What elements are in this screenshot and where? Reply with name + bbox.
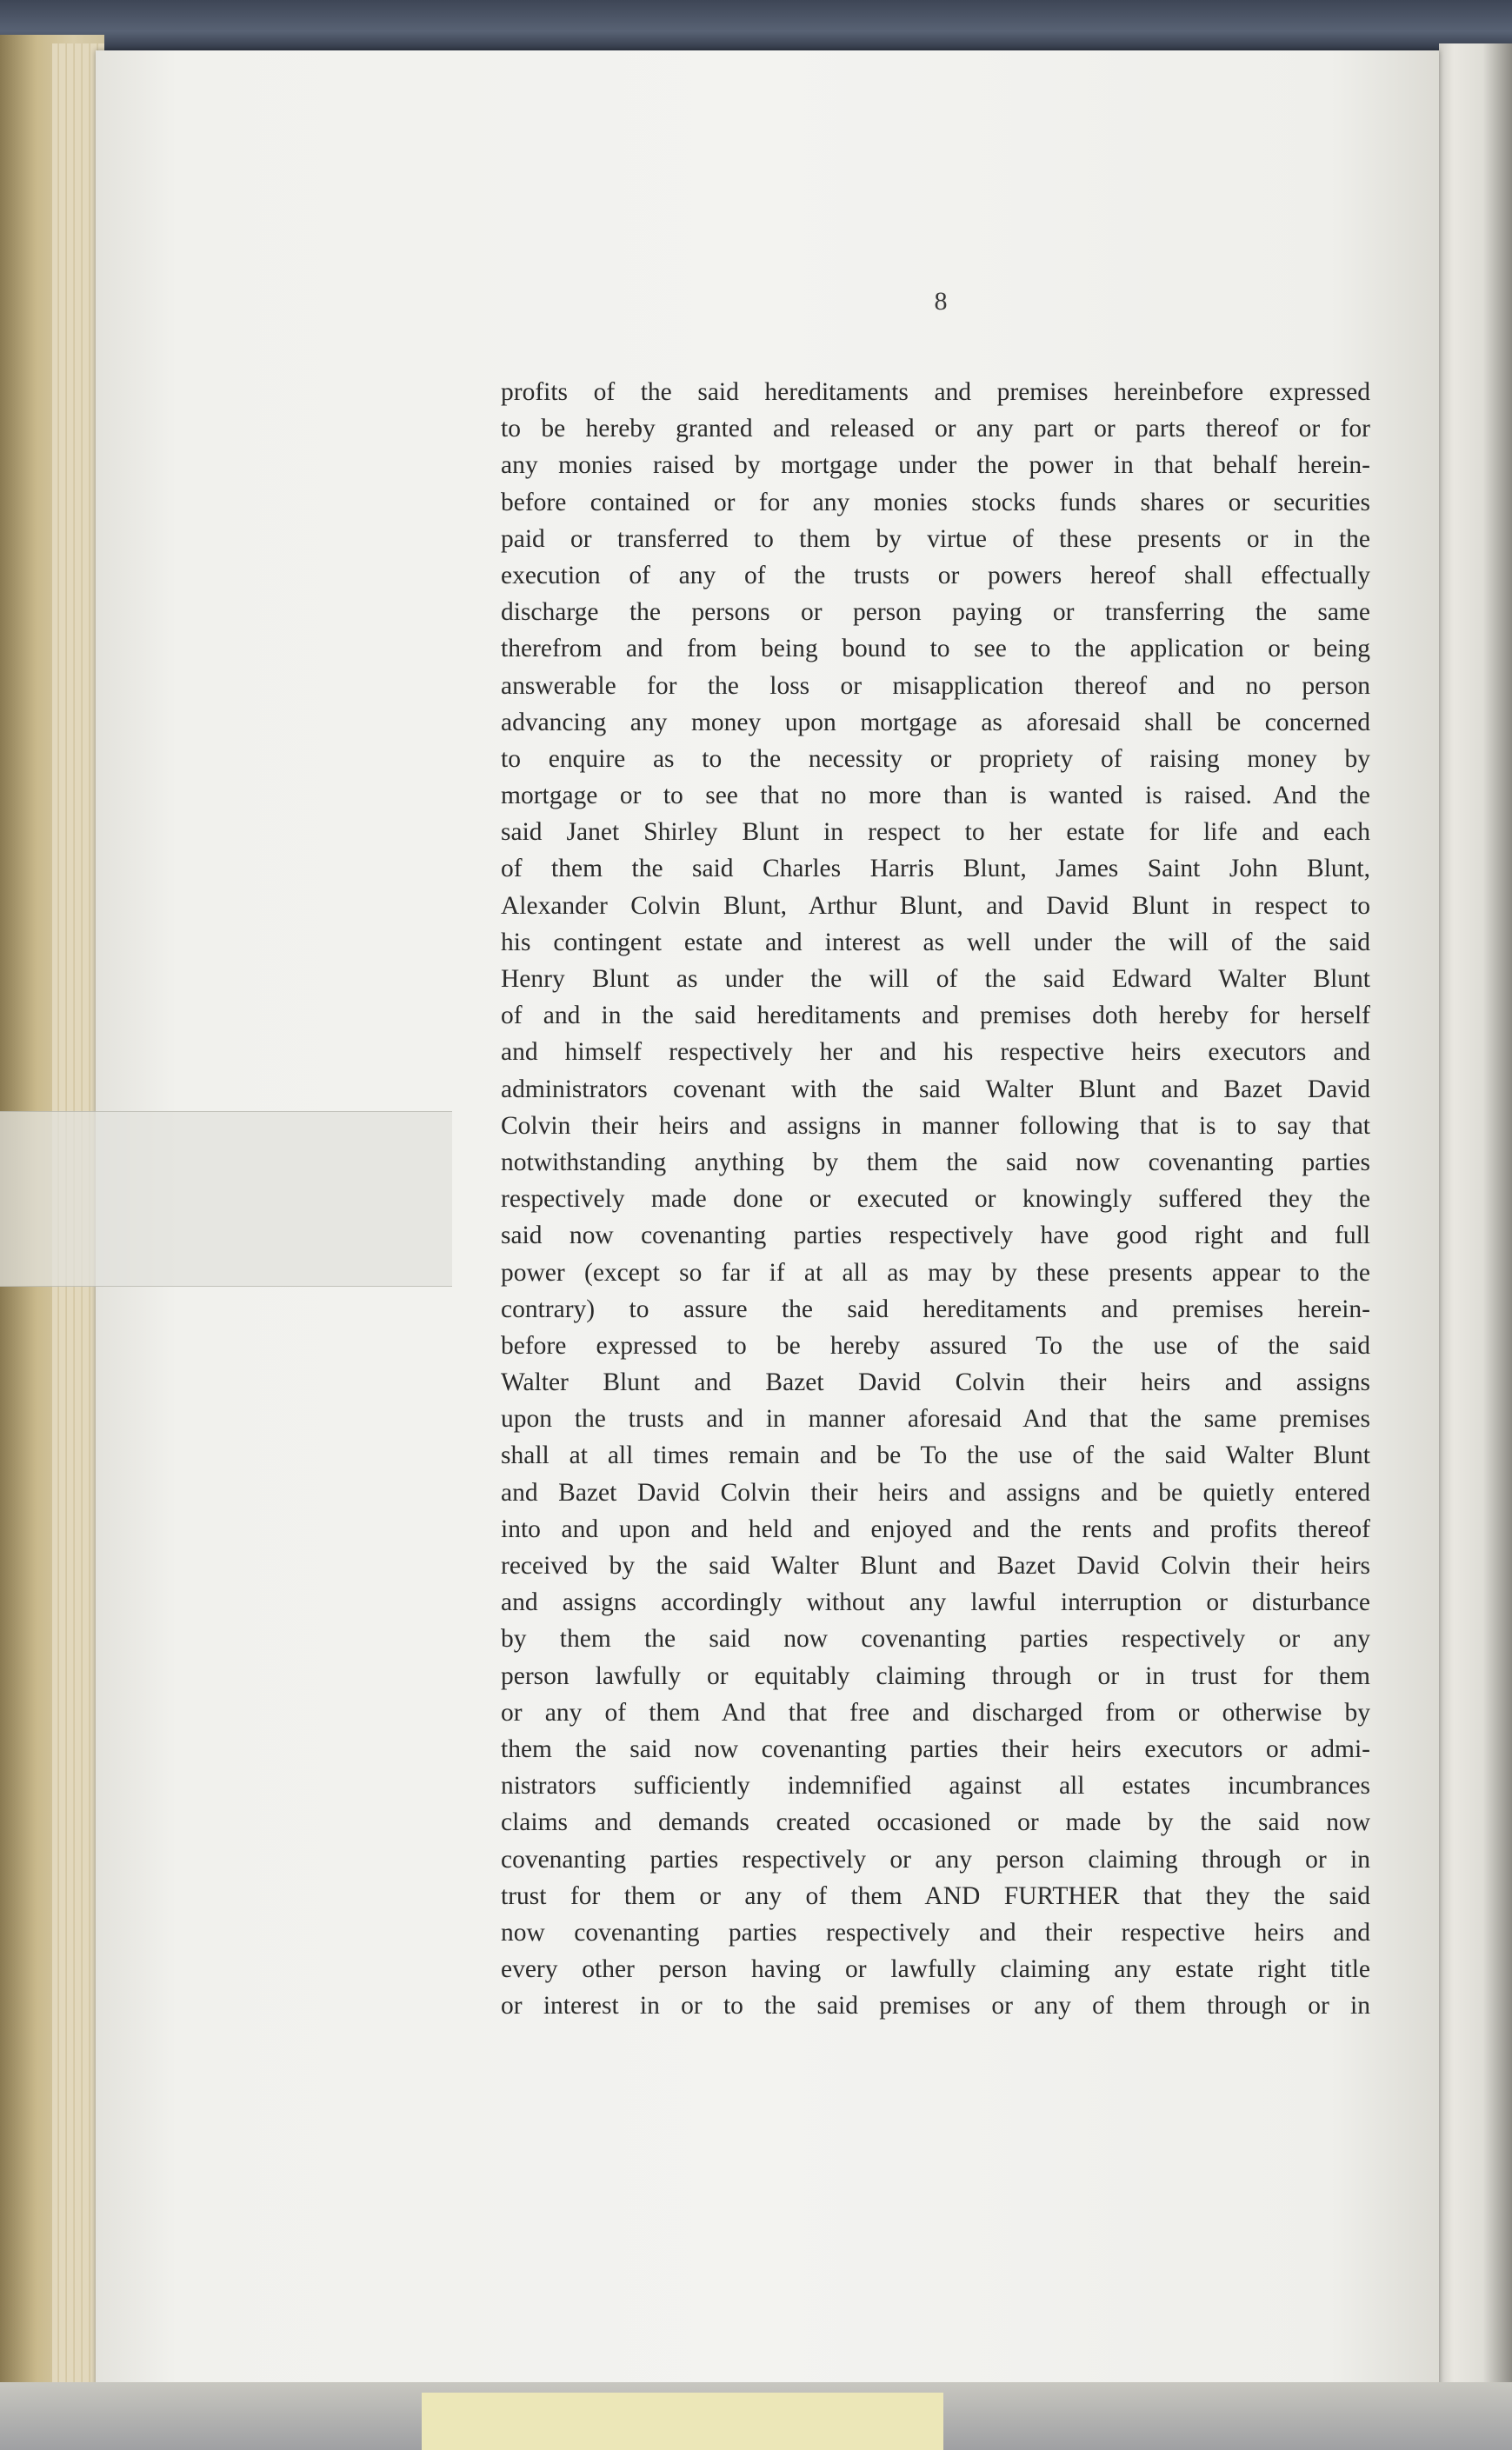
text-line: therefrom and from being bound to see to the application or being bbox=[501, 635, 1370, 663]
text-line: before contained or for any monies stocks funds shares or securities bbox=[501, 488, 1370, 516]
text-line: to be hereby granted and released or any part or parts thereof or for bbox=[501, 415, 1370, 443]
text-line: execution of any of the trusts or powers hereof shall effectually bbox=[501, 561, 1370, 589]
page-stack-right bbox=[1439, 43, 1512, 2450]
text-line: administrators covenant with the said Walter Blunt and Bazet David bbox=[501, 1075, 1370, 1103]
text-line: or interest in or to the said premises or any of them through or in bbox=[501, 1992, 1370, 2021]
text-line: Alexander Colvin Blunt, Arthur Blunt, and David Blunt in respect to bbox=[501, 891, 1370, 920]
text-line: advancing any money upon mortgage as aforesaid shall be concerned bbox=[501, 708, 1370, 736]
text-line: now covenanting parties respectively and their respective heirs and bbox=[501, 1918, 1370, 1947]
text-line: covenanting parties respectively or any person claiming through or in bbox=[501, 1845, 1370, 1874]
text-line: his contingent estate and interest as well under the will of the said bbox=[501, 928, 1370, 956]
text-line: received by the said Walter Blunt and Bazet David Colvin their heirs bbox=[501, 1552, 1370, 1580]
text-line: said Janet Shirley Blunt in respect to her estate for life and each bbox=[501, 818, 1370, 847]
text-line: notwithstanding anything by them the said now covenanting parties bbox=[501, 1148, 1370, 1176]
page-body-text bbox=[501, 374, 1370, 2113]
bottom-paper-slip bbox=[422, 2393, 943, 2450]
text-line: and assigns accordingly without any lawful interruption or disturbance bbox=[501, 1588, 1370, 1617]
text-line: trust for them or any of them AND FURTHER that they the said bbox=[501, 1881, 1370, 1910]
text-line: to enquire as to the necessity or propriety of raising money by bbox=[501, 744, 1370, 773]
text-line: claims and demands created occasioned or made by the said now bbox=[501, 1808, 1370, 1837]
text-line: mortgage or to see that no more than is wanted is raised. And the bbox=[501, 782, 1370, 810]
text-line: into and upon and held and enjoyed and the rents and profits thereof bbox=[501, 1515, 1370, 1543]
text-line: every other person having or lawfully claiming any estate right title bbox=[501, 1955, 1370, 1984]
text-line: and Bazet David Colvin their heirs and assigns and be quietly entered bbox=[501, 1478, 1370, 1507]
text-line: answerable for the loss or misapplication thereof and no person bbox=[501, 671, 1370, 700]
text-line: by them the said now covenanting parties respectively or any bbox=[501, 1625, 1370, 1654]
text-line: shall at all times remain and be To the use of the said Walter Blunt bbox=[501, 1441, 1370, 1470]
text-line: and himself respectively her and his respective heirs executors and bbox=[501, 1038, 1370, 1067]
text-line: Henry Blunt as under the will of the said Edward Walter Blunt bbox=[501, 965, 1370, 993]
text-line: nistrators sufficiently indemnified against all estates incumbrances bbox=[501, 1772, 1370, 1801]
text-line: person lawfully or equitably claiming through or in trust for them bbox=[501, 1661, 1370, 1690]
book-cover-top bbox=[0, 0, 1512, 52]
text-line: or any of them And that free and discharged from or otherwise by bbox=[501, 1698, 1370, 1727]
text-line: profits of the said hereditaments and premises hereinbefore expressed bbox=[501, 378, 1370, 406]
text-line: Colvin their heirs and assigns in manner following that is to say that bbox=[501, 1111, 1370, 1140]
text-line: any monies raised by mortgage under the power in that behalf herein- bbox=[501, 451, 1370, 480]
text-line: upon the trusts and in manner aforesaid And that the same premises bbox=[501, 1405, 1370, 1434]
text-line: Walter Blunt and Bazet David Colvin their heirs and assigns bbox=[501, 1368, 1370, 1397]
text-line: of and in the said hereditaments and premises doth hereby for herself bbox=[501, 1002, 1370, 1030]
text-line: paid or transferred to them by virtue of these presents or in the bbox=[501, 524, 1370, 553]
text-line: respectively made done or executed or knowingly suffered they the bbox=[501, 1185, 1370, 1214]
text-line: of them the said Charles Harris Blunt, James Saint John Blunt, bbox=[501, 855, 1370, 883]
text-line: before expressed to be hereby assured To the use of the said bbox=[501, 1331, 1370, 1360]
text-line: them the said now covenanting parties their heirs executors or admi- bbox=[501, 1734, 1370, 1763]
text-line: said now covenanting parties respectively have good right and full bbox=[501, 1222, 1370, 1250]
page-number: 8 bbox=[934, 287, 948, 316]
text-line: discharge the persons or person paying or transferring the same bbox=[501, 598, 1370, 627]
text-line: contrary) to assure the said hereditaments and premises herein- bbox=[501, 1295, 1370, 1323]
text-line: power (except so far if at all as may by these presents appear to the bbox=[501, 1258, 1370, 1287]
repair-tape bbox=[0, 1111, 452, 1287]
